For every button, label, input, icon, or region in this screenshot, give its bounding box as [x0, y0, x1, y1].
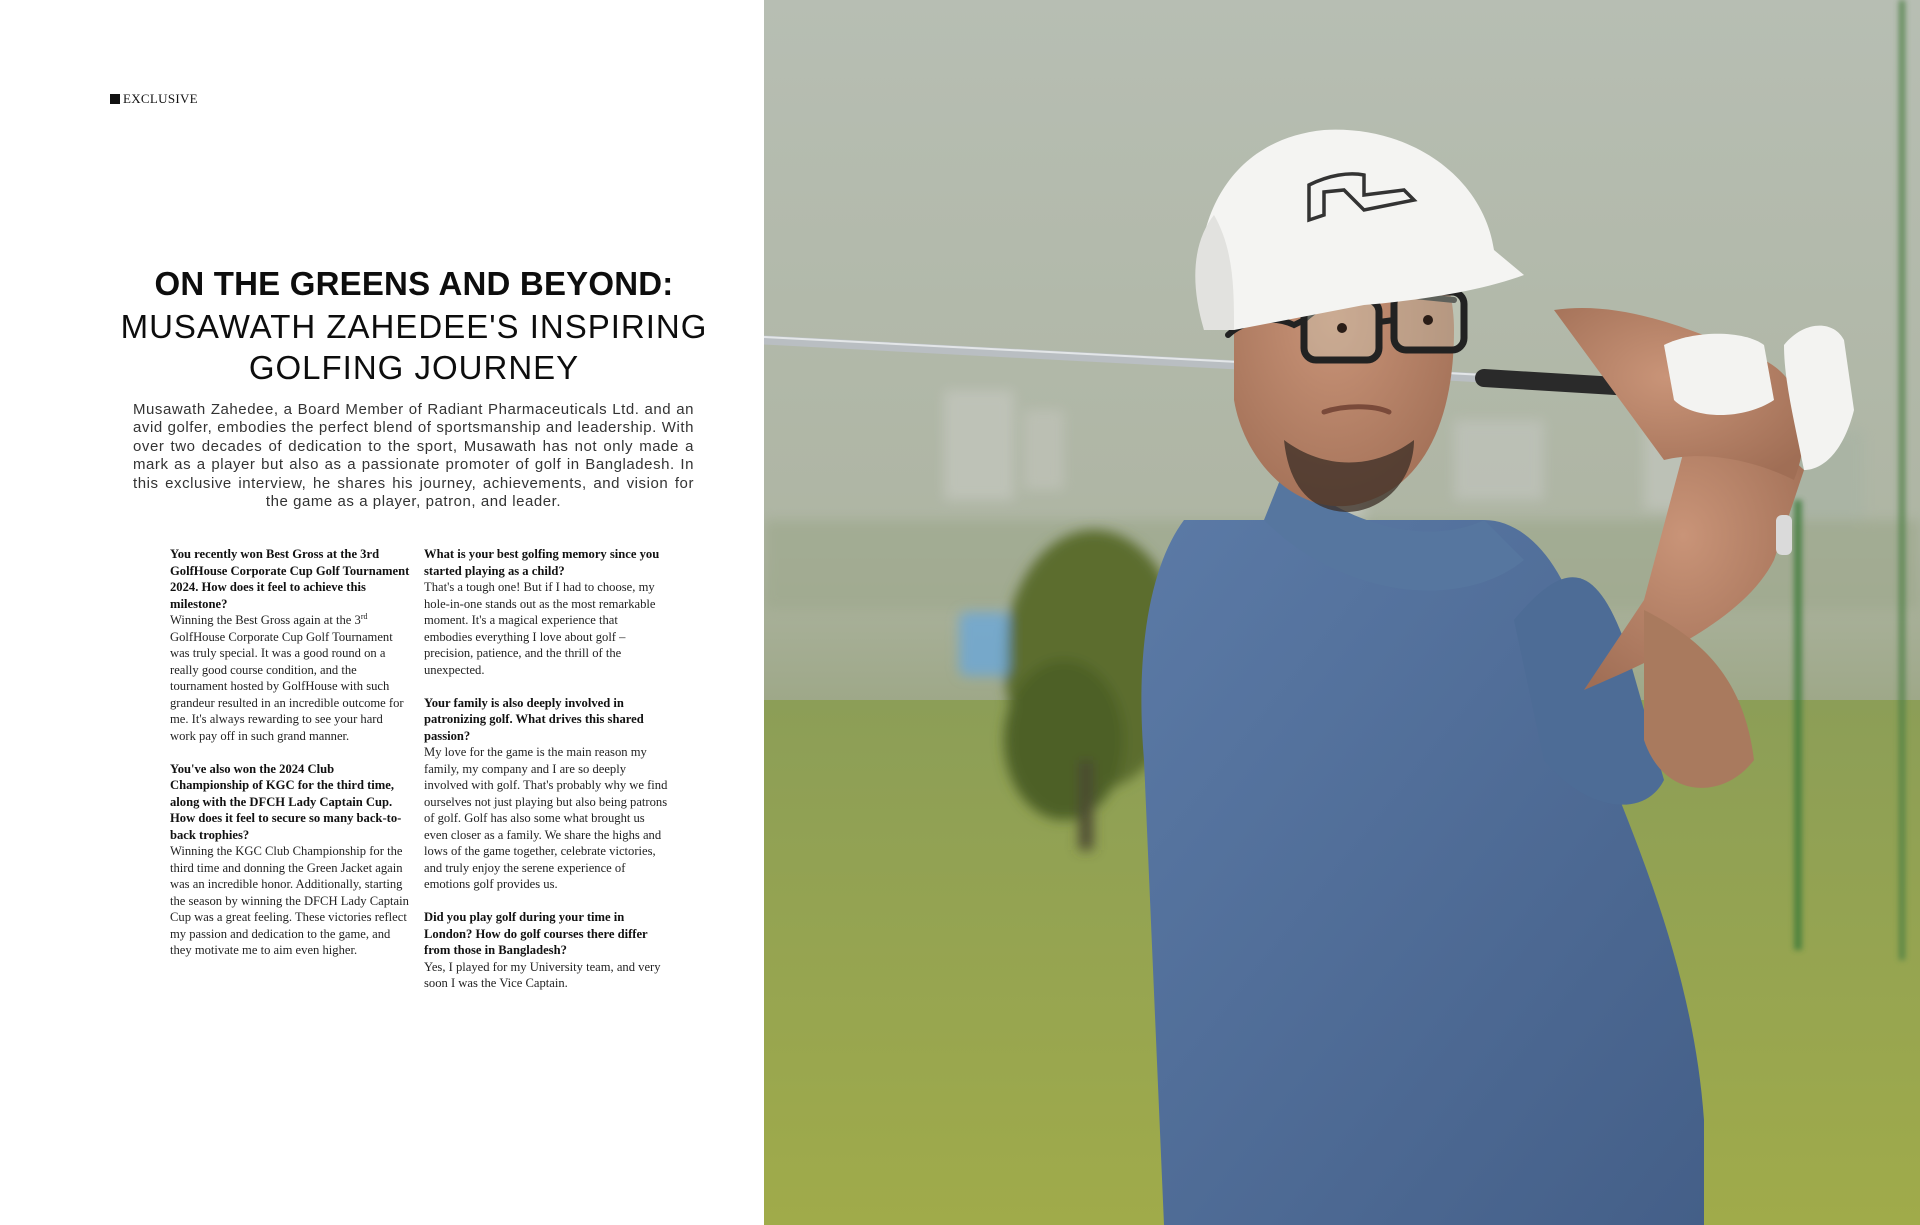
qa-block	[170, 546, 410, 744]
article-page	[0, 0, 764, 1225]
question: Your family is also deeply involved in patronizing golf. What drives this shared passion?	[424, 695, 644, 743]
headline-line-3: GOLFING JOURNEY	[248, 349, 580, 386]
qa-block	[424, 909, 669, 992]
answer: My love for the game is the main reason my family, my company and I are so deeply involved with golf. That's probably why we find ourselves not just playing but also being patrons of golf. Golf has also some what brought us even closer as a family. We share the highs and lows of the game together, celebrate victories, and truly enjoy the serene experience of emotions golf provides us.	[424, 745, 668, 891]
qa-block	[424, 546, 669, 678]
question: You recently won Best Gross at the 3rd GolfHouse Corporate Cup Golf Tournament 2024. How does it feel to achieve this milestone?	[170, 547, 410, 611]
article-intro: Musawath Zahedee, a Board Member of Radiant Pharmaceuticals Ltd. and an avid golfer, embodies the perfect blend of sportsmanship and leadership. With over two decades of dedication to the sport, Musawath has not only made a mark as a player but also as a passionate promoter of golf in Bangladesh. In this exclusive interview, he shares his journey, achievements, and vision for the game as a player, patron, and leader.	[133, 401, 694, 511]
ordinal-suffix: rd	[360, 611, 368, 621]
headline-line-1: ON THE GREENS AND BEYOND:	[154, 265, 674, 302]
headline-line-2: MUSAWATH ZAHEDEE'S INSPIRING	[120, 308, 708, 345]
interview-column-left	[170, 546, 410, 975]
qa-block	[424, 695, 669, 893]
answer	[170, 612, 410, 744]
question: You've also won the 2024 Club Championship of KGC for the third time, along with the DFCH Lady Captain Cup. How does it feel to secure so many back-to-back trophies?	[170, 761, 402, 842]
interview-column-right	[424, 546, 669, 1008]
question: Did you play golf during your time in London? How do golf courses there differ from those in Bangladesh?	[424, 910, 648, 957]
answer: Winning the KGC Club Championship for the third time and donning the Green Jacket again was an incredible honor. Additionally, starting the season by winning the DFCH Lady Captain Cup was a great feeling. These victories reflect my passion and dedication to the game, and they motivate me to aim even higher.	[170, 844, 409, 957]
article-headline	[100, 262, 728, 388]
answer-text: GolfHouse Corporate Cup Golf Tournament was truly special. It was a good round on a really good course condition, and the tournament hosted by GolfHouse with such grandeur resulted in an incredible outcome for me. It's always rewarding to see your hard work pay off in such grand manner.	[170, 629, 404, 743]
answer: Yes, I played for my University team, and very soon I was the Vice Captain.	[424, 959, 661, 990]
answer: That's a tough one! But if I had to choose, my hole-in-one stands out as the most remarkable moment. It's a magical experience that embodies everything I love about golf – precision, patience, and the thrill of the unexpected.	[424, 580, 656, 677]
question: What is your best golfing memory since you started playing as a child?	[424, 547, 660, 578]
section-tag-label: EXCLUSIVE	[123, 91, 198, 106]
square-icon	[110, 94, 120, 104]
section-tag	[110, 91, 198, 107]
answer-text: Winning the Best Gross again at the 3	[170, 613, 361, 627]
golfer-photo	[764, 0, 1920, 1225]
qa-block	[170, 761, 410, 959]
